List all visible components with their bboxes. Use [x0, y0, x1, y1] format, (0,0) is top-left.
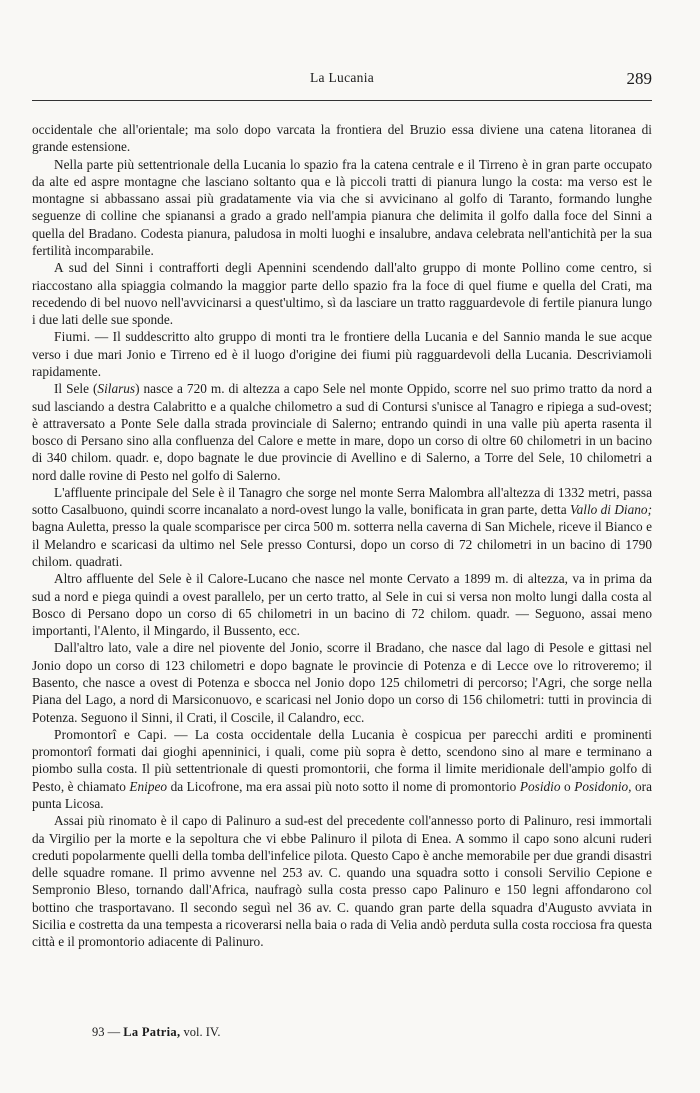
page-footer	[92, 1025, 220, 1040]
paragraph	[32, 812, 652, 950]
paragraph	[32, 121, 652, 156]
text-run: o	[560, 778, 575, 794]
header-rule	[32, 100, 652, 101]
italic-term: Silarus	[97, 381, 136, 397]
text-run: A sud del Sinni i contrafforti degli Apennini scendendo dall'alto gruppo di monte Pollino come centro, si riaccostano alla spiaggia colmando la maggior parte dello spazio fra la foce di quel fiume e quella del Crati, ma recedendo di bel nuovo nell'avvicinarsi a quest'ultimo, sì da lasciare un tratto ragguardevole di fertile pianura lungo i due lati delle sue sponde.	[32, 260, 652, 328]
section-heading: Fiumi.	[54, 329, 91, 345]
text-run: ) nasce a 720 m. di altezza a capo Sele nel monte Oppido, scorre nel suo primo tratto da nord a sud lasciando a destra Calabritto e a qualche chilometro a sud di Contursi s'unisce al Tanagro e ripiega a sud-ovest; è attraversato a Ponte Sele dalla strada provinciale di Salerno; entrando quindi in una valle più aperta rasenta il bosco di Persano sino alla confluenza del Calore e mette in mare, dopo un corso di oltre 60 chilometri in un bacino di 340 chilom. quadr. e, dopo bagnate le due provincie di Avellino e di Salerno, a Torre del Sele, 10 chilometri a nord dalle rovine di Pesto nel golfo di Salerno.	[32, 381, 652, 483]
text-run: bagna Auletta, presso la quale scomparisce per circa 500 m. sotterra nella caverna di San Michele, riceve il Bianco e il Melandro e scaricasi da ultimo nel Sele presso Contursi, dopo un corso di 72 chilometri in un bacino di 1790 chilom. quadrati.	[32, 519, 652, 570]
text-run: occidentale che all'orientale; ma solo dopo varcata la frontiera del Bruzio essa diviene una catena litoranea di grande estensione.	[32, 122, 652, 155]
paragraph	[32, 726, 652, 812]
text-run: da Licofrone, ma era assai più noto sotto il nome di promontorio	[167, 778, 520, 794]
volume-label: vol. IV.	[183, 1025, 221, 1039]
italic-term: Vallo di Diano;	[569, 502, 652, 518]
text-run: — Il suddescritto alto gruppo di monti tra le frontiere della Lucania e del Sannio manda le sue acque verso i due mari Jonio e Tirreno ed è il luogo d'origine dei fiumi più ragguardevoli della Lucania. Descriviamoli rapidamente.	[32, 329, 652, 379]
paragraph	[32, 380, 652, 484]
paragraph	[32, 156, 652, 260]
page-header	[32, 70, 652, 94]
text-run: Dall'altro lato, vale a dire nel piovente del Jonio, scorre il Bradano, che nasce dal lago di Pesole e gittasi nel Jonio dopo un corso di 123 chilometri e dopo bagnate le provincie di Potenza e di Lecce ove lo ritroveremo; il Basento, che nasce a ovest di Potenza e sbocca nel Jonio dopo 125 chilometri di percorso; l'Agri, che sorge nella Piana del Lago, a nord di Marsiconuovo, e scaricasi nel Jonio dopo un corso di 156 chilometri: tutti in provincia di Potenza. Seguono il Sinni, il Crati, il Coscile, il Calandro, ecc.	[32, 640, 652, 725]
text-run: — La costa occidentale della Lucania è cospicua per parecchi arditi e prominenti promontorî formati dai gioghi apenninici, i quali, come più sopra è detto, scendono sino al mare e terminano a piombo sulla costa. Il più settentrionale di questi promontorii, che forma il limite meridionale dell'ampio golfo di Pesto, è chiamato	[32, 726, 652, 794]
italic-term: Posidonio,	[574, 778, 632, 794]
paragraph	[32, 259, 652, 328]
running-title: La Lucania	[309, 70, 375, 85]
text-run: Assai più rinomato è il capo di Palinuro a sud-est del precedente coll'annesso porto di Palinuro, resi immortali da Virgilio per la morte e la sepoltura che vi ebbe Palinuro il pilota di Enea. A sommo il capo sono alcuni ruderi creduti popolarmente quelli della tomba dell'infelice pilota. Questo Capo è anche memorabile per due grandi disastri delle squadre romane. Il primo avvenne nel 253 av. C. quando una squadra sotto i consoli Servilio Cepione e Sempronio Bleso, tornando dall'Africa, naufragò sulla costa presso capo Palinuro e 150 legni affondarono col bottino che trasportavano. Il secondo seguì nel 36 av. C. quando gran parte della squadra d'Augusto avviata in Sicilia e costretta da una tempesta a ricoverarsi nella baia o rada di Velia andò perduta sulla costa rocciosa fra questa città e il promontorio adiacente di Palinuro.	[32, 813, 652, 950]
paragraph	[32, 570, 652, 639]
text-run: Nella parte più settentrionale della Lucania lo spazio fra la catena centrale e il Tirreno è in gran parte occupato da alte ed aspre montagne che lasciano soltanto qua e là piccoli tratti di pianura lungo la costa: ma verso est le montagne si abbassano assai più gradatamente via via che si avvicinano al golfo di Taranto, formando lunghe seguenze di colline che spianansi a grado a grado nell'ampia pianura che delimita il golfo dalla foce del Sinni a quella del Bradano. Codesta pianura, paludosa in molti luoghi e insalubre, andava celebrata nell'antichità per la sua fertilità incomparabile.	[32, 156, 652, 258]
signature-mark: 93 —	[92, 1025, 121, 1039]
publication-title: La Patria,	[123, 1025, 181, 1039]
section-heading: Promontorî e Capi.	[54, 726, 168, 742]
text-run: Il Sele (	[54, 381, 98, 397]
body-text	[32, 121, 652, 951]
italic-term: Posidio	[519, 778, 561, 794]
paragraph	[32, 639, 652, 725]
paragraph	[32, 328, 652, 380]
text-run: L'affluente principale del Sele è il Tanagro che sorge nel monte Serra Malombra all'altezza di 1332 metri, passa sotto Casalbuono, quindi scorre incanalato a nord-ovest lungo la valle, bonificata in gran parte, detta	[32, 484, 652, 518]
paragraph	[32, 484, 652, 570]
italic-term: Enipeo	[129, 778, 168, 794]
text-run: Altro affluente del Sele è il Calore-Lucano che nasce nel monte Cervato a 1899 m. di altezza, va in prima da sud a nord e piega quindi a ovest parallelo, per un certo tratto, al Sele in cui si versa non molto lungi dalla costa al Bosco di Persano dopo un corso di 65 chilometri in un bacino di 72 chilom. quadr. — Seguono, assai meno importanti, l'Alento, il Mingardo, il Bussento, ecc.	[32, 571, 652, 639]
text-run: ora punta Licosa.	[32, 778, 653, 811]
page-number: 289	[626, 69, 652, 88]
